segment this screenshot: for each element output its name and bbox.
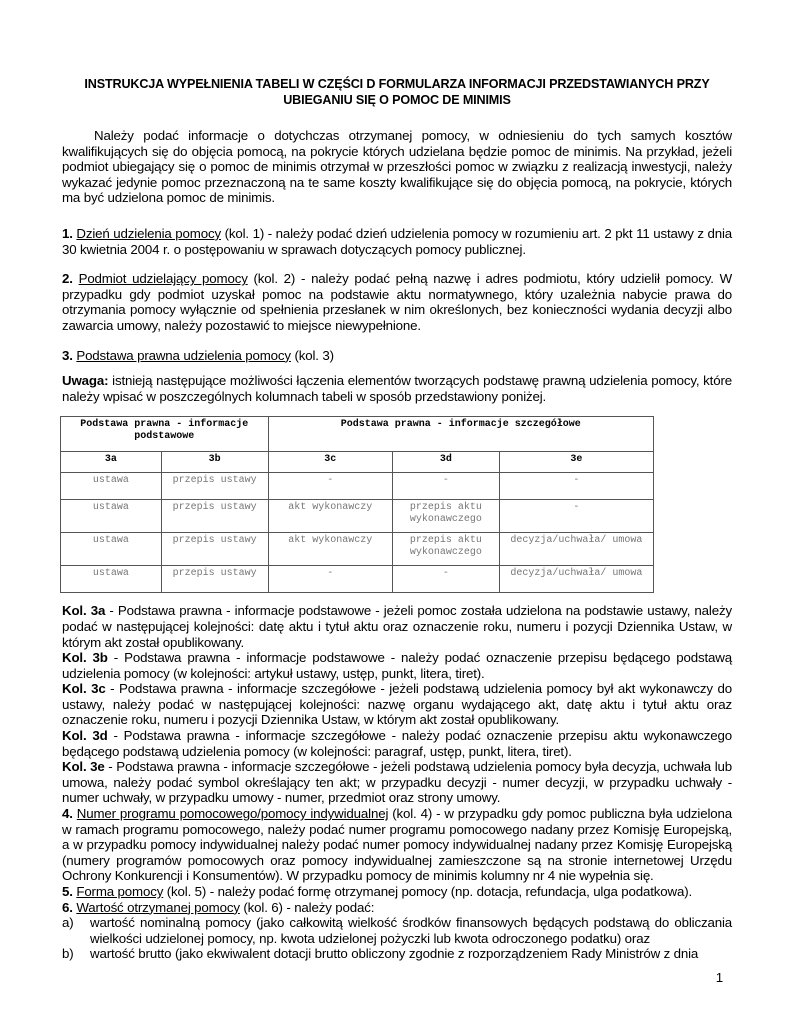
- section-1-heading: Dzień udzielenia pomocy: [76, 225, 221, 241]
- table-cell: -: [268, 473, 393, 500]
- table-cell: -: [499, 500, 653, 533]
- note-label: Uwaga:: [62, 373, 109, 389]
- kol-3d: Kol. 3d - Podstawa prawna - informacje szczegółowe - należy podać oznaczenie przepisu aktu wykonawczego będącego podstawą udzielenia pomocy (w kolejności: paragraf, ustęp, punkt, litera, tiret).: [62, 728, 732, 759]
- section-3-heading: Podstawa prawna udzielenia pomocy: [76, 347, 291, 363]
- table-cell: -: [499, 473, 653, 500]
- title-line: UBIEGANIU SIĘ O POMOC DE MINIMIS: [283, 93, 511, 107]
- kol-3b: Kol. 3b - Podstawa prawna - informacje podstawowe - należy podać oznaczenie przepisu będącego podstawą udzielenia pomocy (w kolejności: artykuł ustawy, ustęp, punkt, litera, tiret).: [62, 650, 732, 681]
- table-cell: ustawa: [61, 566, 162, 593]
- legal-basis-table: [60, 416, 654, 593]
- section-1: 1. Dzień udzielenia pomocy (kol. 1) - należy podać dzień udzielenia pomocy w rozumieniu art. 2 pkt 11 ustawy z dnia 30 kwietnia 2004 r. o postępowaniu w sprawach dotyczących pomocy publicznej.: [62, 225, 732, 257]
- section-6: 6. Wartość otrzymanej pomocy (kol. 6) - należy podać:: [62, 899, 375, 915]
- table-cell: ustawa: [61, 500, 162, 533]
- list-marker: b): [62, 946, 74, 962]
- section-4-heading: Numer programu pomocowego/pomocy indywidualnej: [76, 806, 389, 822]
- table-cell: przepis ustawy: [161, 566, 268, 593]
- section-5-heading: Forma pomocy: [76, 884, 164, 899]
- column-descriptions: [62, 603, 732, 962]
- section-6-heading: Wartość otrzymanej pomocy: [76, 899, 240, 915]
- table-cell: akt wykonawczy: [268, 500, 393, 533]
- section-2-heading: Podmiot udzielający pomocy: [78, 271, 248, 287]
- note-paragraph: Uwaga: istnieją następujące możliwości łączenia elementów tworzących podstawę prawną udzielenia pomocy, które należy wpisać w poszczególnych kolumnach tabeli w sposób przedstawiony poniżej.: [62, 373, 732, 404]
- table-cell: -: [393, 473, 500, 500]
- title-line: INSTRUKCJA WYPEŁNIENIA TABELI W CZĘŚCI D FORMULARZA INFORMACJI PRZEDSTAWIANYCH PRZY: [84, 77, 710, 91]
- section-5: 5. Forma pomocy (kol. 5) - należy podać formę otrzymanej pomocy (np. dotacja, refundacja, ulga podatkowa).: [62, 884, 693, 899]
- table-cell: przepis aktu wykonawczego: [393, 500, 500, 533]
- kol-3e: Kol. 3e - Podstawa prawna - informacje szczegółowe - jeżeli podstawą udzielenia pomocy była decyzja, uchwała lub umowa, należy podać symbol określający ten akt; w przypadku decyzji - numer decyzji, w przypadku uchwały - numer uchwały, w przypadku umowy - numer, przedmiot oraz strony umowy.: [62, 759, 732, 806]
- document-title: [62, 76, 732, 108]
- page-number: 1: [715, 970, 723, 985]
- table-cell: ustawa: [61, 533, 162, 566]
- list-marker: a): [62, 915, 74, 931]
- column-header: 3e: [499, 452, 653, 473]
- table-cell: -: [393, 566, 500, 593]
- table-cell: ustawa: [61, 473, 162, 500]
- group-header: Podstawa prawna - informacje podstawowe: [61, 417, 269, 452]
- table-row: [61, 566, 654, 593]
- kol-3a: Kol. 3a - Podstawa prawna - informacje podstawowe - jeżeli pomoc została udzielona na podstawie ustawy, należy podać w następującej kolejności: datę aktu i tytuł aktu oraz oznaczenie roku, numeru i pozycji Dziennika Ustaw, w którym akt został opublikowany.: [62, 603, 732, 650]
- group-header: Podstawa prawna - informacje szczegółowe: [268, 417, 653, 452]
- list-item: [62, 915, 732, 946]
- table-row: [61, 500, 654, 533]
- section-3: 3. Podstawa prawna udzielenia pomocy (kol. 3): [62, 347, 334, 363]
- list-item: [62, 946, 732, 962]
- table-cell: -: [268, 566, 393, 593]
- intro-paragraph: Należy podać informacje o dotychczas otrzymanej pomocy, w odniesieniu do tych samych kosztów kwalifikujących się do objęcia pomocą, na pokrycie których udzielana będzie pomoc de minimis. Na przykład, jeżeli podmiot ubiegający się o pomoc de minimis otrzymał w przeszłości pomoc w związku z realizacją inwestycji, należy wykazać jedynie pomoc przeznaczoną na te same koszty kwalifikujące się do objęcia pomocą, na pokrycie, których ma być udzielona pomoc de minimis.: [62, 128, 732, 206]
- table-cell: przepis ustawy: [161, 473, 268, 500]
- table-cell: przepis ustawy: [161, 533, 268, 566]
- table-cell: przepis aktu wykonawczego: [393, 533, 500, 566]
- list-text: wartość brutto (jako ekwiwalent dotacji brutto obliczony zgodnie z rozporządzeniem Rady Ministrów z dnia: [90, 946, 699, 962]
- list-text: wartość nominalną pomocy (jako całkowitą wielkość środków finansowych będących podstawą do obliczania wielkości udzielonej pomocy, np. kwota udzielonej pożyczki lub kwota odroczonego podatku) oraz: [90, 915, 732, 946]
- table-row: [61, 533, 654, 566]
- table-cell: przepis ustawy: [161, 500, 268, 533]
- column-header: 3b: [161, 452, 268, 473]
- table-row: [61, 473, 654, 500]
- section-4: 4. Numer programu pomocowego/pomocy indywidualnej (kol. 4) - w przypadku gdy pomoc publiczna była udzielona w ramach programu pomocowego, należy podać numer programu pomocowego nadany przez Komisję Europejską, a w przypadku pomocy indywidualnej należy podać numer pomocy indywidualnej nadany przez Komisję Europejską (numery programów pomocowych oraz pomocy indywidualnej zamieszczone są na stronie internetowej Urzędu Ochrony Konkurencji i Konsumentów). W przypadku pomocy de minimis kolumny nr 4 nie wypełnia się.: [62, 806, 732, 884]
- table-cell: decyzja/uchwała/ umowa: [499, 566, 653, 593]
- column-header: 3d: [393, 452, 500, 473]
- column-header: 3c: [268, 452, 393, 473]
- section-2: 2. Podmiot udzielający pomocy (kol. 2) - należy podać pełną nazwę i adres podmiotu, który udzielił pomocy. W przypadku gdy podmiot uzyskał pomoc na podstawie aktu normatywnego, który uzależnia nabycie prawa do otrzymania pomocy wyłącznie od spełnienia przesłanek w nim określonych, bez konieczności wydania decyzji albo zawarcia umowy, należy pozostawić to miejsce niewypełnione.: [62, 271, 732, 333]
- kol-3c: Kol. 3c - Podstawa prawna - informacje szczegółowe - jeżeli podstawą udzielenia pomocy był akt wykonawczy do ustawy, należy podać w następującej kolejności: nazwę organu wydającego akt, datę aktu i tytuł aktu oraz oznaczenie roku, numeru i pozycji Dziennika Ustaw, w którym akt został opublikowany.: [62, 681, 732, 728]
- table-cell: akt wykonawczy: [268, 533, 393, 566]
- table-cell: decyzja/uchwała/ umowa: [499, 533, 653, 566]
- column-header: 3a: [61, 452, 162, 473]
